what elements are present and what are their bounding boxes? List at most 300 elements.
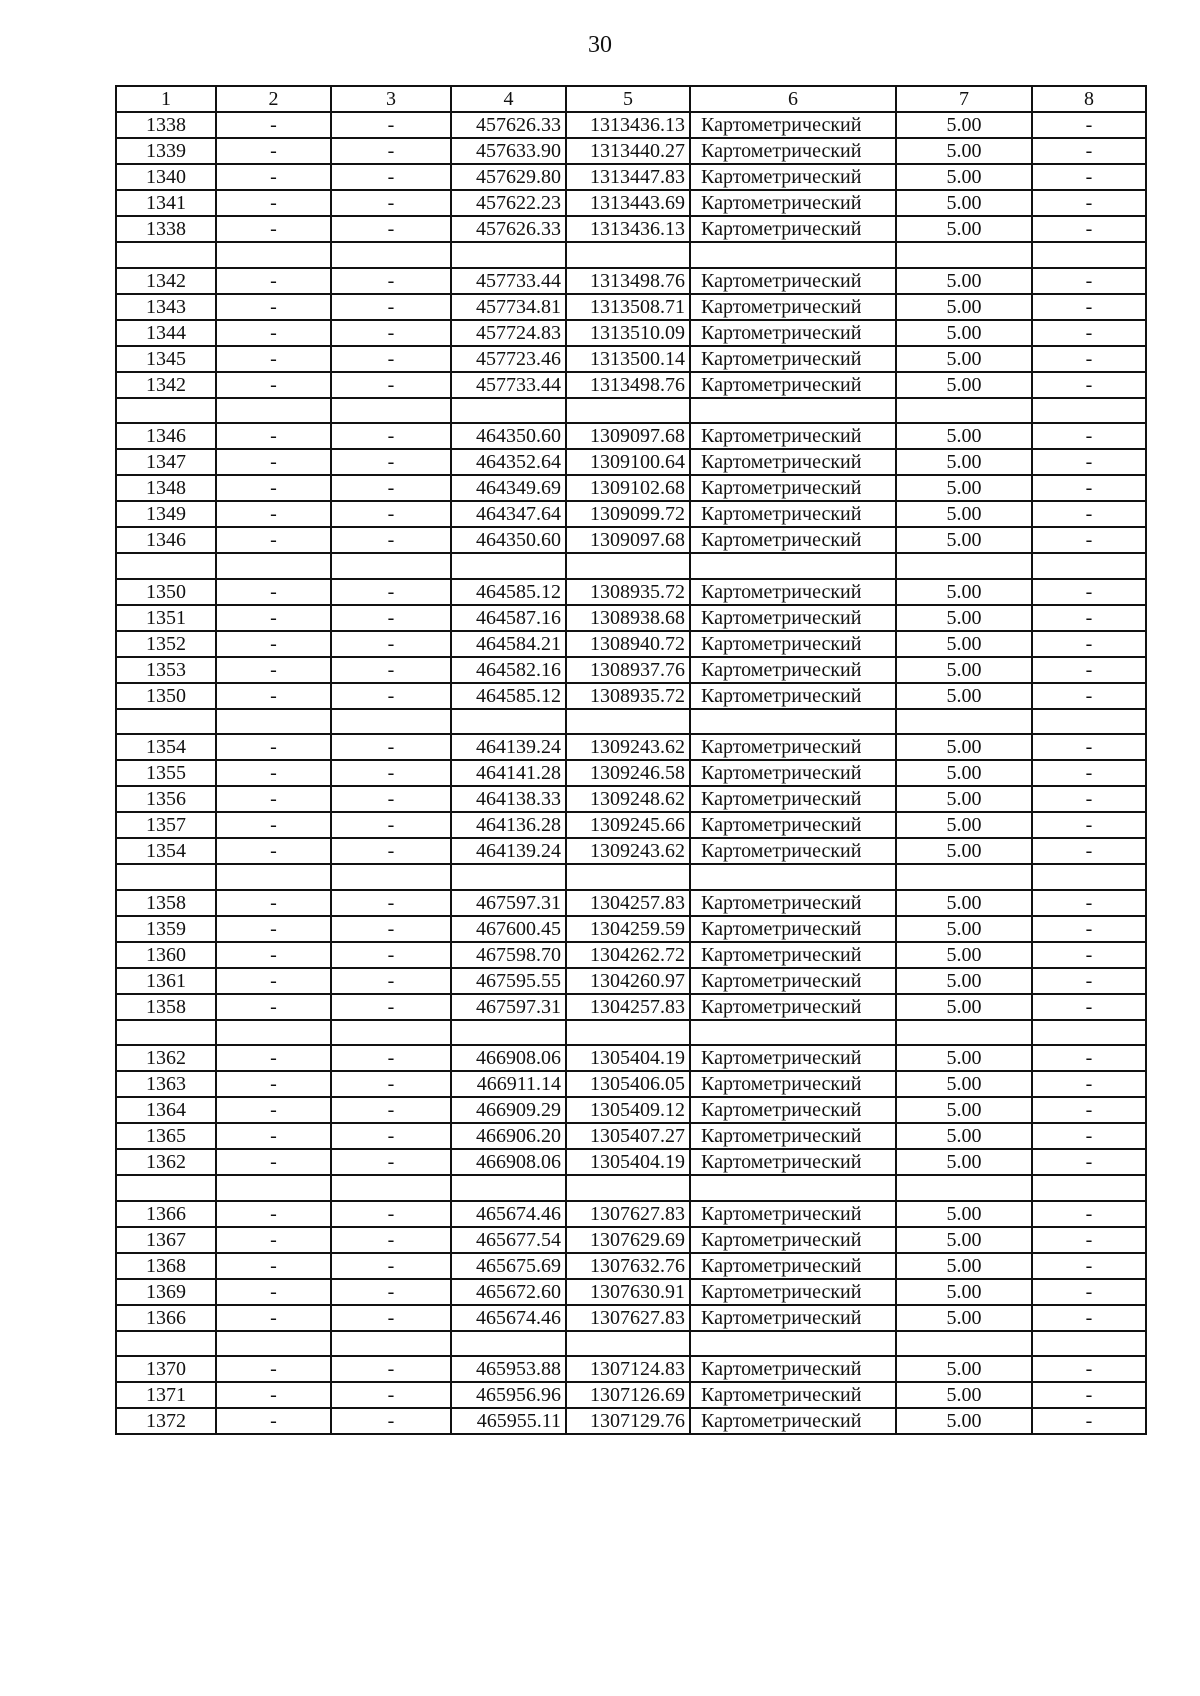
accuracy-cell: 5.00 <box>896 190 1032 216</box>
col2-cell: - <box>216 916 331 942</box>
y-coordinate-cell: 1313508.71 <box>566 294 690 320</box>
col3-cell: - <box>331 1356 451 1382</box>
table-row <box>116 475 1146 501</box>
col3-cell: - <box>331 294 451 320</box>
table-row <box>116 994 1146 1020</box>
y-coordinate-cell: 1305409.12 <box>566 1097 690 1123</box>
coordinates-table <box>115 85 1147 1435</box>
point-number-cell: 1372 <box>116 1408 216 1434</box>
accuracy-cell: 5.00 <box>896 423 1032 449</box>
y-coordinate-cell: 1309243.62 <box>566 734 690 760</box>
empty-cell <box>216 398 331 424</box>
x-coordinate-cell: 464349.69 <box>451 475 566 501</box>
col8-cell: - <box>1032 812 1146 838</box>
x-coordinate-cell: 466909.29 <box>451 1097 566 1123</box>
accuracy-cell: 5.00 <box>896 372 1032 398</box>
col3-cell: - <box>331 423 451 449</box>
col3-cell: - <box>331 916 451 942</box>
col2-cell: - <box>216 372 331 398</box>
col8-cell: - <box>1032 968 1146 994</box>
accuracy-cell: 5.00 <box>896 268 1032 294</box>
empty-cell <box>896 1175 1032 1201</box>
col8-cell: - <box>1032 1356 1146 1382</box>
x-coordinate-cell: 465956.96 <box>451 1382 566 1408</box>
method-cell: Картометрический <box>690 1279 896 1305</box>
col2-cell: - <box>216 449 331 475</box>
empty-cell <box>1032 553 1146 579</box>
col2-cell: - <box>216 994 331 1020</box>
col3-cell: - <box>331 320 451 346</box>
point-number-cell: 1350 <box>116 683 216 709</box>
y-coordinate-cell: 1313443.69 <box>566 190 690 216</box>
x-coordinate-cell: 457622.23 <box>451 190 566 216</box>
col2-cell: - <box>216 346 331 372</box>
col2-cell: - <box>216 968 331 994</box>
method-cell: Картометрический <box>690 631 896 657</box>
accuracy-cell: 5.00 <box>896 760 1032 786</box>
y-coordinate-cell: 1307630.91 <box>566 1279 690 1305</box>
col8-cell: - <box>1032 1279 1146 1305</box>
x-coordinate-cell: 457629.80 <box>451 164 566 190</box>
col3-cell: - <box>331 1123 451 1149</box>
empty-cell <box>331 864 451 890</box>
point-number-cell: 1367 <box>116 1227 216 1253</box>
method-cell: Картометрический <box>690 1071 896 1097</box>
x-coordinate-cell: 464582.16 <box>451 657 566 683</box>
column-header-3: 3 <box>331 86 451 112</box>
y-coordinate-cell: 1307627.83 <box>566 1201 690 1227</box>
method-cell: Картометрический <box>690 916 896 942</box>
col3-cell: - <box>331 1227 451 1253</box>
x-coordinate-cell: 457633.90 <box>451 138 566 164</box>
empty-cell <box>216 1175 331 1201</box>
accuracy-cell: 5.00 <box>896 346 1032 372</box>
col3-cell: - <box>331 216 451 242</box>
point-number-cell: 1342 <box>116 372 216 398</box>
empty-cell <box>116 1175 216 1201</box>
accuracy-cell: 5.00 <box>896 683 1032 709</box>
empty-cell <box>116 1331 216 1357</box>
col8-cell: - <box>1032 994 1146 1020</box>
col8-cell: - <box>1032 1045 1146 1071</box>
col3-cell: - <box>331 786 451 812</box>
y-coordinate-cell: 1313440.27 <box>566 138 690 164</box>
empty-cell <box>216 1331 331 1357</box>
point-number-cell: 1345 <box>116 346 216 372</box>
y-coordinate-cell: 1309100.64 <box>566 449 690 475</box>
accuracy-cell: 5.00 <box>896 1408 1032 1434</box>
table-row <box>116 1149 1146 1175</box>
table-row <box>116 605 1146 631</box>
empty-cell <box>116 553 216 579</box>
point-number-cell: 1356 <box>116 786 216 812</box>
empty-cell <box>690 398 896 424</box>
x-coordinate-cell: 465955.11 <box>451 1408 566 1434</box>
x-coordinate-cell: 465674.46 <box>451 1201 566 1227</box>
col2-cell: - <box>216 812 331 838</box>
y-coordinate-cell: 1309097.68 <box>566 423 690 449</box>
x-coordinate-cell: 467597.31 <box>451 994 566 1020</box>
table-row <box>116 1279 1146 1305</box>
table-row <box>116 890 1146 916</box>
col3-cell: - <box>331 138 451 164</box>
x-coordinate-cell: 464136.28 <box>451 812 566 838</box>
method-cell: Картометрический <box>690 838 896 864</box>
empty-cell <box>331 242 451 268</box>
x-coordinate-cell: 467595.55 <box>451 968 566 994</box>
accuracy-cell: 5.00 <box>896 475 1032 501</box>
empty-cell <box>116 398 216 424</box>
empty-cell <box>690 864 896 890</box>
method-cell: Картометрический <box>690 1097 896 1123</box>
col2-cell: - <box>216 190 331 216</box>
col3-cell: - <box>331 1382 451 1408</box>
empty-cell <box>451 553 566 579</box>
y-coordinate-cell: 1304260.97 <box>566 968 690 994</box>
table-row <box>116 1382 1146 1408</box>
x-coordinate-cell: 457626.33 <box>451 112 566 138</box>
method-cell: Картометрический <box>690 890 896 916</box>
method-cell: Картометрический <box>690 527 896 553</box>
coordinates-table-container <box>115 85 1147 1435</box>
col8-cell: - <box>1032 657 1146 683</box>
accuracy-cell: 5.00 <box>896 1071 1032 1097</box>
point-number-cell: 1366 <box>116 1201 216 1227</box>
y-coordinate-cell: 1309243.62 <box>566 838 690 864</box>
empty-cell <box>690 242 896 268</box>
x-coordinate-cell: 457723.46 <box>451 346 566 372</box>
empty-cell <box>1032 1331 1146 1357</box>
empty-cell <box>690 1175 896 1201</box>
empty-cell <box>896 398 1032 424</box>
accuracy-cell: 5.00 <box>896 1045 1032 1071</box>
method-cell: Картометрический <box>690 657 896 683</box>
accuracy-cell: 5.00 <box>896 320 1032 346</box>
col8-cell: - <box>1032 942 1146 968</box>
separator-row <box>116 242 1146 268</box>
col3-cell: - <box>331 683 451 709</box>
point-number-cell: 1339 <box>116 138 216 164</box>
col3-cell: - <box>331 501 451 527</box>
col3-cell: - <box>331 1408 451 1434</box>
point-number-cell: 1358 <box>116 994 216 1020</box>
table-row <box>116 657 1146 683</box>
col3-cell: - <box>331 1279 451 1305</box>
method-cell: Картометрический <box>690 164 896 190</box>
method-cell: Картометрический <box>690 968 896 994</box>
accuracy-cell: 5.00 <box>896 657 1032 683</box>
table-row <box>116 501 1146 527</box>
accuracy-cell: 5.00 <box>896 216 1032 242</box>
accuracy-cell: 5.00 <box>896 579 1032 605</box>
method-cell: Картометрический <box>690 786 896 812</box>
column-header-1: 1 <box>116 86 216 112</box>
empty-cell <box>116 1020 216 1046</box>
accuracy-cell: 5.00 <box>896 968 1032 994</box>
empty-cell <box>690 1020 896 1046</box>
col8-cell: - <box>1032 1123 1146 1149</box>
col3-cell: - <box>331 942 451 968</box>
y-coordinate-cell: 1309245.66 <box>566 812 690 838</box>
empty-cell <box>566 398 690 424</box>
empty-cell <box>216 1020 331 1046</box>
x-coordinate-cell: 465953.88 <box>451 1356 566 1382</box>
col3-cell: - <box>331 527 451 553</box>
col8-cell: - <box>1032 631 1146 657</box>
point-number-cell: 1349 <box>116 501 216 527</box>
col3-cell: - <box>331 190 451 216</box>
table-row <box>116 164 1146 190</box>
col3-cell: - <box>331 268 451 294</box>
empty-cell <box>216 553 331 579</box>
y-coordinate-cell: 1307126.69 <box>566 1382 690 1408</box>
x-coordinate-cell: 464138.33 <box>451 786 566 812</box>
empty-cell <box>896 242 1032 268</box>
point-number-cell: 1346 <box>116 423 216 449</box>
x-coordinate-cell: 464141.28 <box>451 760 566 786</box>
method-cell: Картометрический <box>690 1356 896 1382</box>
col3-cell: - <box>331 812 451 838</box>
point-number-cell: 1350 <box>116 579 216 605</box>
y-coordinate-cell: 1308935.72 <box>566 579 690 605</box>
table-row <box>116 1227 1146 1253</box>
col3-cell: - <box>331 372 451 398</box>
accuracy-cell: 5.00 <box>896 1097 1032 1123</box>
col2-cell: - <box>216 112 331 138</box>
y-coordinate-cell: 1309099.72 <box>566 501 690 527</box>
col2-cell: - <box>216 942 331 968</box>
separator-row <box>116 1331 1146 1357</box>
point-number-cell: 1341 <box>116 190 216 216</box>
y-coordinate-cell: 1308938.68 <box>566 605 690 631</box>
method-cell: Картометрический <box>690 760 896 786</box>
method-cell: Картометрический <box>690 294 896 320</box>
x-coordinate-cell: 465672.60 <box>451 1279 566 1305</box>
column-header-5: 5 <box>566 86 690 112</box>
method-cell: Картометрический <box>690 1253 896 1279</box>
accuracy-cell: 5.00 <box>896 942 1032 968</box>
col2-cell: - <box>216 527 331 553</box>
method-cell: Картометрический <box>690 268 896 294</box>
table-row <box>116 320 1146 346</box>
col8-cell: - <box>1032 320 1146 346</box>
x-coordinate-cell: 457733.44 <box>451 372 566 398</box>
point-number-cell: 1362 <box>116 1149 216 1175</box>
accuracy-cell: 5.00 <box>896 1279 1032 1305</box>
empty-cell <box>1032 1175 1146 1201</box>
point-number-cell: 1358 <box>116 890 216 916</box>
table-row <box>116 268 1146 294</box>
table-row <box>116 372 1146 398</box>
x-coordinate-cell: 465674.46 <box>451 1305 566 1331</box>
col2-cell: - <box>216 164 331 190</box>
col2-cell: - <box>216 734 331 760</box>
y-coordinate-cell: 1304262.72 <box>566 942 690 968</box>
method-cell: Картометрический <box>690 1123 896 1149</box>
accuracy-cell: 5.00 <box>896 1382 1032 1408</box>
empty-cell <box>116 242 216 268</box>
table-row <box>116 1356 1146 1382</box>
empty-cell <box>451 1020 566 1046</box>
table-row <box>116 631 1146 657</box>
col3-cell: - <box>331 657 451 683</box>
col8-cell: - <box>1032 1097 1146 1123</box>
empty-cell <box>1032 398 1146 424</box>
column-header-6: 6 <box>690 86 896 112</box>
empty-cell <box>331 1175 451 1201</box>
col8-cell: - <box>1032 1382 1146 1408</box>
point-number-cell: 1342 <box>116 268 216 294</box>
accuracy-cell: 5.00 <box>896 164 1032 190</box>
col8-cell: - <box>1032 268 1146 294</box>
col8-cell: - <box>1032 372 1146 398</box>
point-number-cell: 1338 <box>116 216 216 242</box>
col2-cell: - <box>216 631 331 657</box>
accuracy-cell: 5.00 <box>896 449 1032 475</box>
method-cell: Картометрический <box>690 1305 896 1331</box>
point-number-cell: 1370 <box>116 1356 216 1382</box>
table-row <box>116 294 1146 320</box>
separator-row <box>116 864 1146 890</box>
table-row <box>116 916 1146 942</box>
col8-cell: - <box>1032 346 1146 372</box>
separator-row <box>116 553 1146 579</box>
accuracy-cell: 5.00 <box>896 994 1032 1020</box>
table-row <box>116 423 1146 449</box>
col8-cell: - <box>1032 449 1146 475</box>
method-cell: Картометрический <box>690 475 896 501</box>
col8-cell: - <box>1032 579 1146 605</box>
table-row <box>116 579 1146 605</box>
point-number-cell: 1371 <box>116 1382 216 1408</box>
point-number-cell: 1353 <box>116 657 216 683</box>
point-number-cell: 1363 <box>116 1071 216 1097</box>
empty-cell <box>896 1020 1032 1046</box>
col2-cell: - <box>216 1045 331 1071</box>
empty-cell <box>216 709 331 735</box>
col2-cell: - <box>216 294 331 320</box>
col8-cell: - <box>1032 1071 1146 1097</box>
col8-cell: - <box>1032 527 1146 553</box>
table-row <box>116 838 1146 864</box>
empty-cell <box>116 864 216 890</box>
column-header-2: 2 <box>216 86 331 112</box>
method-cell: Картометрический <box>690 1149 896 1175</box>
col8-cell: - <box>1032 112 1146 138</box>
y-coordinate-cell: 1309097.68 <box>566 527 690 553</box>
method-cell: Картометрический <box>690 994 896 1020</box>
point-number-cell: 1347 <box>116 449 216 475</box>
table-row <box>116 527 1146 553</box>
empty-cell <box>1032 709 1146 735</box>
point-number-cell: 1359 <box>116 916 216 942</box>
x-coordinate-cell: 465675.69 <box>451 1253 566 1279</box>
point-number-cell: 1365 <box>116 1123 216 1149</box>
y-coordinate-cell: 1313436.13 <box>566 216 690 242</box>
x-coordinate-cell: 457626.33 <box>451 216 566 242</box>
table-header-row <box>116 86 1146 112</box>
y-coordinate-cell: 1307129.76 <box>566 1408 690 1434</box>
y-coordinate-cell: 1308935.72 <box>566 683 690 709</box>
accuracy-cell: 5.00 <box>896 501 1032 527</box>
method-cell: Картометрический <box>690 112 896 138</box>
method-cell: Картометрический <box>690 1382 896 1408</box>
point-number-cell: 1354 <box>116 734 216 760</box>
y-coordinate-cell: 1309248.62 <box>566 786 690 812</box>
col2-cell: - <box>216 1149 331 1175</box>
table-row <box>116 786 1146 812</box>
empty-cell <box>1032 864 1146 890</box>
col8-cell: - <box>1032 1227 1146 1253</box>
col3-cell: - <box>331 1097 451 1123</box>
method-cell: Картометрический <box>690 734 896 760</box>
point-number-cell: 1352 <box>116 631 216 657</box>
col3-cell: - <box>331 890 451 916</box>
x-coordinate-cell: 466906.20 <box>451 1123 566 1149</box>
accuracy-cell: 5.00 <box>896 812 1032 838</box>
point-number-cell: 1369 <box>116 1279 216 1305</box>
col8-cell: - <box>1032 1253 1146 1279</box>
table-row <box>116 1253 1146 1279</box>
table-row <box>116 760 1146 786</box>
col2-cell: - <box>216 786 331 812</box>
accuracy-cell: 5.00 <box>896 294 1032 320</box>
method-cell: Картометрический <box>690 579 896 605</box>
col3-cell: - <box>331 838 451 864</box>
empty-cell <box>451 709 566 735</box>
col8-cell: - <box>1032 605 1146 631</box>
point-number-cell: 1366 <box>116 1305 216 1331</box>
empty-cell <box>1032 1020 1146 1046</box>
table-row <box>116 138 1146 164</box>
point-number-cell: 1343 <box>116 294 216 320</box>
accuracy-cell: 5.00 <box>896 138 1032 164</box>
table-row <box>116 346 1146 372</box>
col2-cell: - <box>216 320 331 346</box>
y-coordinate-cell: 1305406.05 <box>566 1071 690 1097</box>
x-coordinate-cell: 457733.44 <box>451 268 566 294</box>
col2-cell: - <box>216 1356 331 1382</box>
point-number-cell: 1357 <box>116 812 216 838</box>
col3-cell: - <box>331 112 451 138</box>
separator-row <box>116 1020 1146 1046</box>
method-cell: Картометрический <box>690 1227 896 1253</box>
method-cell: Картометрический <box>690 501 896 527</box>
column-header-7: 7 <box>896 86 1032 112</box>
empty-cell <box>566 1331 690 1357</box>
x-coordinate-cell: 466911.14 <box>451 1071 566 1097</box>
y-coordinate-cell: 1308937.76 <box>566 657 690 683</box>
col8-cell: - <box>1032 423 1146 449</box>
table-row <box>116 449 1146 475</box>
x-coordinate-cell: 464584.21 <box>451 631 566 657</box>
table-row <box>116 112 1146 138</box>
col2-cell: - <box>216 216 331 242</box>
col3-cell: - <box>331 1045 451 1071</box>
method-cell: Картометрический <box>690 1045 896 1071</box>
empty-cell <box>451 242 566 268</box>
x-coordinate-cell: 464585.12 <box>451 683 566 709</box>
col2-cell: - <box>216 423 331 449</box>
method-cell: Картометрический <box>690 942 896 968</box>
col2-cell: - <box>216 475 331 501</box>
y-coordinate-cell: 1313510.09 <box>566 320 690 346</box>
method-cell: Картометрический <box>690 216 896 242</box>
table-row <box>116 1071 1146 1097</box>
accuracy-cell: 5.00 <box>896 916 1032 942</box>
col2-cell: - <box>216 1201 331 1227</box>
accuracy-cell: 5.00 <box>896 605 1032 631</box>
